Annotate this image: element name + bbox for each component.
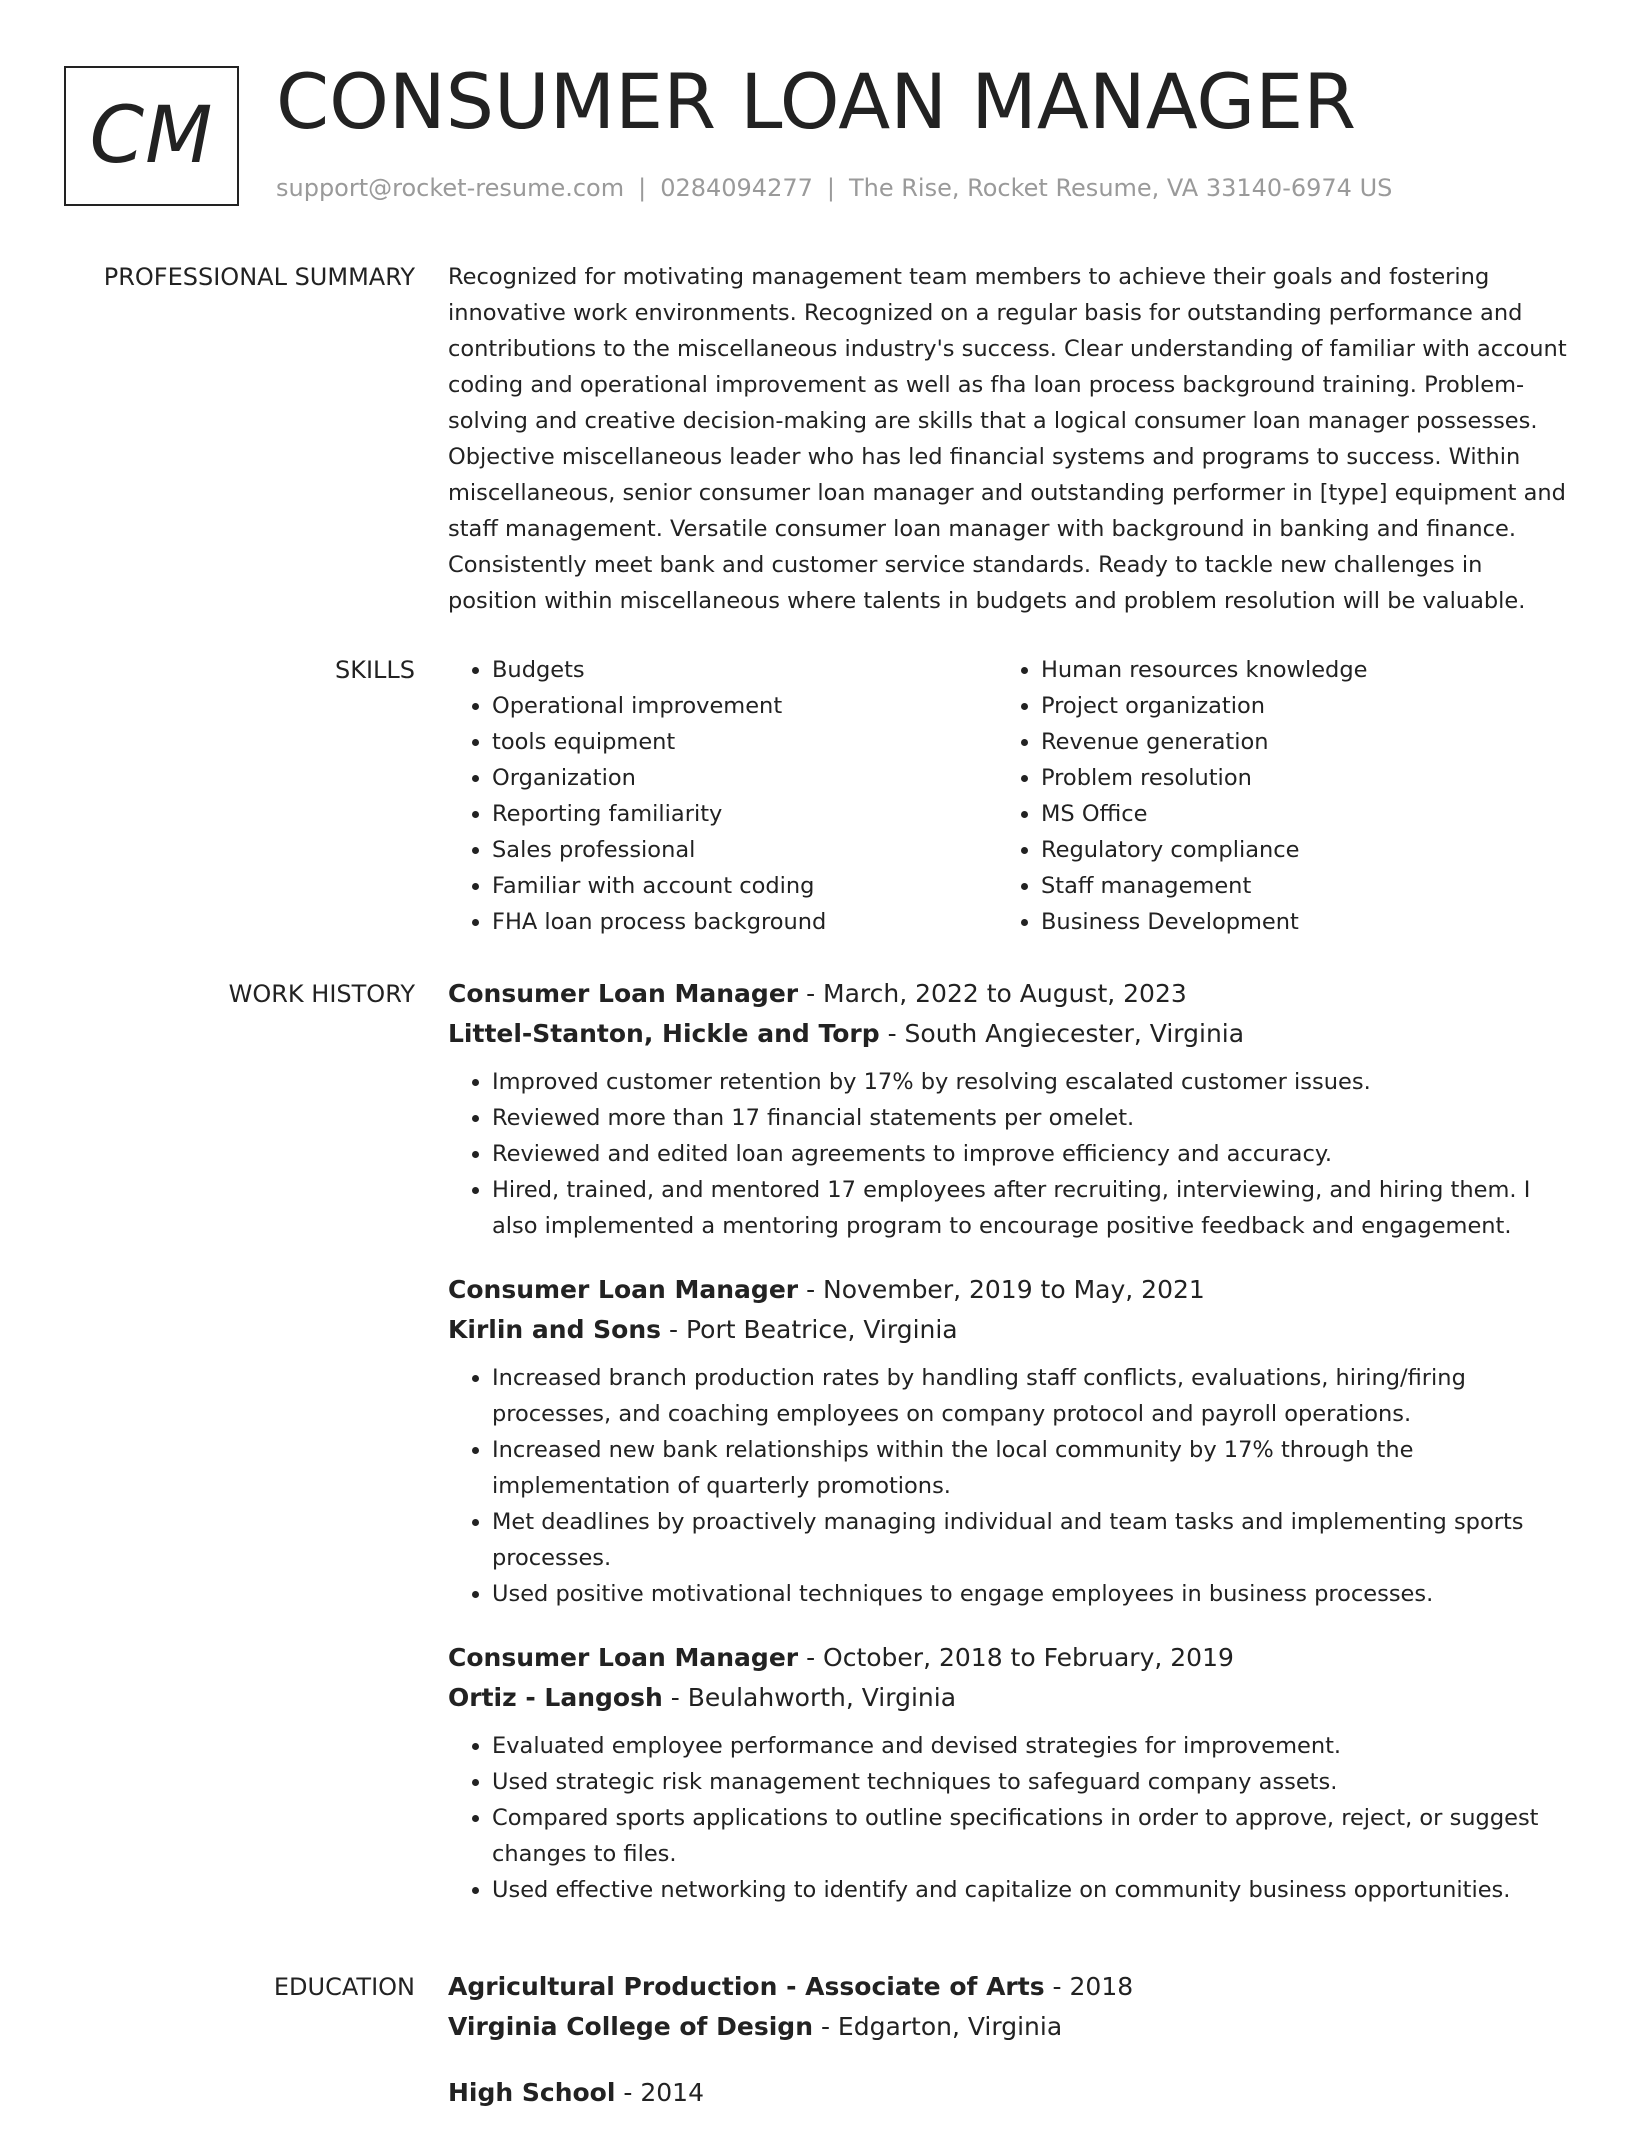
section-label-skills: SKILLS: [334, 656, 415, 684]
job-bullet: • Increased branch production rates by handling staff conflicts, evaluations, hiring/firing processes, and coaching employees on company protocol and payroll operations.: [492, 1360, 1570, 1432]
contact-phone[interactable]: 0284094277: [660, 174, 813, 202]
job-bullet: • Improved customer retention by 17% by resolving escalated customer issues.: [492, 1064, 1570, 1100]
job-bullet: • Used strategic risk management techniques to safeguard company assets.: [492, 1764, 1570, 1800]
education-degree-line: [448, 1967, 1570, 2007]
job-title-line: [448, 974, 1570, 1014]
skill-item: • Project organization: [1041, 688, 1546, 724]
job-title: Consumer Loan Manager: [448, 1643, 799, 1672]
job-bullets: [448, 1728, 1570, 1908]
job-bullet: • Reviewed more than 17 financial statements per omelet.: [492, 1100, 1570, 1136]
job-dates: - November, 2019 to May, 2021: [798, 1275, 1205, 1304]
education-degree-line: [448, 2073, 1570, 2113]
job-company-line: [448, 1014, 1570, 1054]
skill-item: • Human resources knowledge: [1041, 652, 1546, 688]
education-entry: [448, 1967, 1570, 2047]
skill-item: • Operational improvement: [492, 688, 997, 724]
skills-content: [448, 652, 1570, 940]
job-bullet: • Used effective networking to identify and capitalize on community business opportunities.: [492, 1872, 1570, 1908]
education-school: Virginia College of Design: [448, 2012, 813, 2041]
work-history-content: [448, 974, 1570, 1934]
section-label-work-history: WORK HISTORY: [228, 980, 415, 1008]
job-location: - Port Beatrice, Virginia: [661, 1315, 958, 1344]
contact-separator: |: [638, 174, 647, 202]
skill-item: • Business Development: [1041, 904, 1546, 940]
skill-item: • Staff management: [1041, 868, 1546, 904]
job-dates: - March, 2022 to August, 2023: [798, 979, 1187, 1008]
job-bullet: • Used positive motivational techniques to engage employees in business processes.: [492, 1576, 1570, 1612]
section-label-education: EDUCATION: [273, 1973, 415, 2001]
contact-email[interactable]: support@rocket-resume.com: [276, 174, 625, 202]
job-bullet: • Met deadlines by proactively managing individual and team tasks and implementing sports processes.: [492, 1504, 1570, 1576]
skills-list-left: [448, 652, 997, 940]
job-company: Ortiz - Langosh: [448, 1683, 663, 1712]
skill-item: • MS Office: [1041, 796, 1546, 832]
education-content: [448, 1967, 1570, 2139]
skill-item: • FHA loan process background: [492, 904, 997, 940]
job-company-line: [448, 1310, 1570, 1350]
skill-item: • Revenue generation: [1041, 724, 1546, 760]
skill-item: • Budgets: [492, 652, 997, 688]
summary-content: [448, 259, 1570, 619]
education-year: - 2018: [1044, 1972, 1134, 2001]
skill-item: • Sales professional: [492, 832, 997, 868]
job-company: Kirlin and Sons: [448, 1315, 662, 1344]
summary-text: Recognized for motivating management team members to achieve their goals and fostering innovative work environments. Recognized on a regular basis for outstanding performance and contributions to the miscellaneous industry's success. Clear understanding of familiar with account coding and operational improvement as well as fha loan process background training. Problem-solving and creative decision-making are skills that a logical consumer loan manager possesses. Objective miscellaneous leader who has led financial systems and programs to success. Within miscellaneous, senior consumer loan manager and outstanding performer in [type] equipment and staff management. Versatile consumer loan manager with background in banking and finance. Consistently meet bank and customer service standards. Ready to tackle new challenges in position within miscellaneous where talents in budgets and problem resolution will be valuable.: [448, 264, 1567, 614]
skills-list-right: [997, 652, 1546, 940]
job-title-line: [448, 1270, 1570, 1310]
job-title: Consumer Loan Manager: [448, 979, 799, 1008]
education-school-line: [448, 2007, 1570, 2047]
job-entry: [448, 1270, 1570, 1612]
education-location: - Edgarton, Virginia: [813, 2012, 1063, 2041]
contact-separator: |: [826, 174, 835, 202]
job-company-line: [448, 1678, 1570, 1718]
monogram-initials: CM: [89, 91, 214, 181]
section-label-summary: PROFESSIONAL SUMMARY: [103, 263, 415, 291]
job-title-line: [448, 1638, 1570, 1678]
skill-item: • Problem resolution: [1041, 760, 1546, 796]
resume-title: CONSUMER LOAN MANAGER: [276, 57, 1357, 146]
skill-item: • tools equipment: [492, 724, 997, 760]
job-title: Consumer Loan Manager: [448, 1275, 799, 1304]
job-bullet: • Hired, trained, and mentored 17 employees after recruiting, interviewing, and hiring them. I also implemented a mentoring program to encourage positive feedback and engagement.: [492, 1172, 1570, 1244]
job-entry: [448, 1638, 1570, 1908]
job-dates: - October, 2018 to February, 2019: [798, 1643, 1234, 1672]
job-company: Littel-Stanton, Hickle and Torp: [448, 1019, 880, 1048]
education-year: - 2014: [615, 2078, 704, 2107]
skill-item: • Regulatory compliance: [1041, 832, 1546, 868]
skill-item: • Reporting familiarity: [492, 796, 997, 832]
job-bullet: • Increased new bank relationships within the local community by 17% through the implementation of quarterly promotions.: [492, 1432, 1570, 1504]
skill-item: • Familiar with account coding: [492, 868, 997, 904]
education-degree: High School: [448, 2078, 616, 2107]
job-bullet: • Reviewed and edited loan agreements to improve efficiency and accuracy.: [492, 1136, 1570, 1172]
job-bullets: [448, 1360, 1570, 1612]
contact-address: The Rise, Rocket Resume, VA 33140-6974 US: [848, 174, 1393, 202]
education-degree: Agricultural Production - Associate of Arts: [448, 1972, 1045, 2001]
job-entry: [448, 974, 1570, 1244]
monogram-box: [64, 66, 239, 206]
job-bullet: • Compared sports applications to outline specifications in order to approve, reject, or suggest changes to files.: [492, 1800, 1570, 1872]
job-bullet: • Evaluated employee performance and devised strategies for improvement.: [492, 1728, 1570, 1764]
skill-item: • Organization: [492, 760, 997, 796]
job-location: - Beulahworth, Virginia: [662, 1683, 957, 1712]
education-entry: [448, 2073, 1570, 2113]
contact-line: [276, 174, 1392, 202]
job-bullets: [448, 1064, 1570, 1244]
job-location: - South Angiecester, Virginia: [879, 1019, 1245, 1048]
